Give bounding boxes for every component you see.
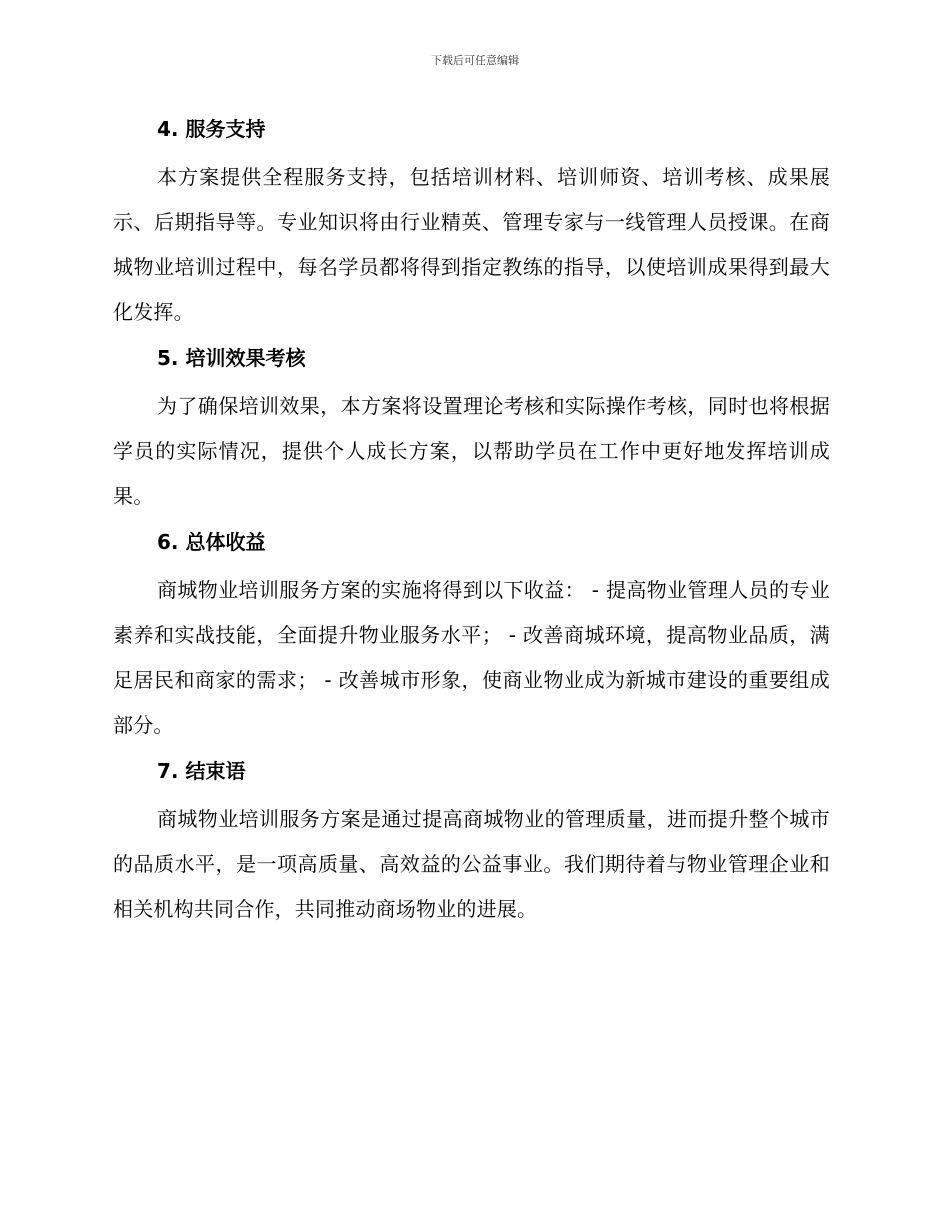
section-heading: 5. 培训效果考核 [157, 346, 306, 370]
document-body [113, 112, 830, 932]
section-heading: 7. 结束语 [157, 759, 246, 783]
page-header: 下载后可任意编辑 [431, 54, 519, 67]
section-paragraph: 为了确保培训效果，本方案将设置理论考核和实际操作考核，同时也将根据学员的实际情况，提供个人成长方案，以帮助学员在工作中更好地发挥培训成果。 [113, 394, 830, 508]
section-paragraph: 商城物业培训服务方案是通过提高商城物业的管理质量，进而提升整个城市的品质水平，是一项高质量、高效益的公益事业。我们期待着与物业管理企业和相关机构共同合作，共同推动商场物业的进展。 [113, 807, 830, 921]
section-overall-benefits [113, 525, 830, 748]
section-service-support [113, 112, 830, 335]
section-training-assessment [113, 341, 830, 519]
section-heading: 4. 服务支持 [157, 117, 266, 141]
section-paragraph: 本方案提供全程服务支持，包括培训材料、培训师资、培训考核、成果展示、后期指导等。专业知识将由行业精英、管理专家与一线管理人员授课。在商城物业培训过程中，每名学员都将得到指定教练的指导，以使培训成果得到最大化发挥。 [113, 165, 830, 324]
section-heading: 6. 总体收益 [157, 530, 266, 554]
section-conclusion [113, 754, 830, 932]
section-paragraph: 商城物业培训服务方案的实施将得到以下收益： - 提高物业管理人员的专业素养和实战技能，全面提升物业服务水平； - 改善商城环境，提高物业品质，满足居民和商家的需求； - 改善城市形象，使商业物业成为新城市建设的重要组成部分。 [113, 578, 830, 737]
